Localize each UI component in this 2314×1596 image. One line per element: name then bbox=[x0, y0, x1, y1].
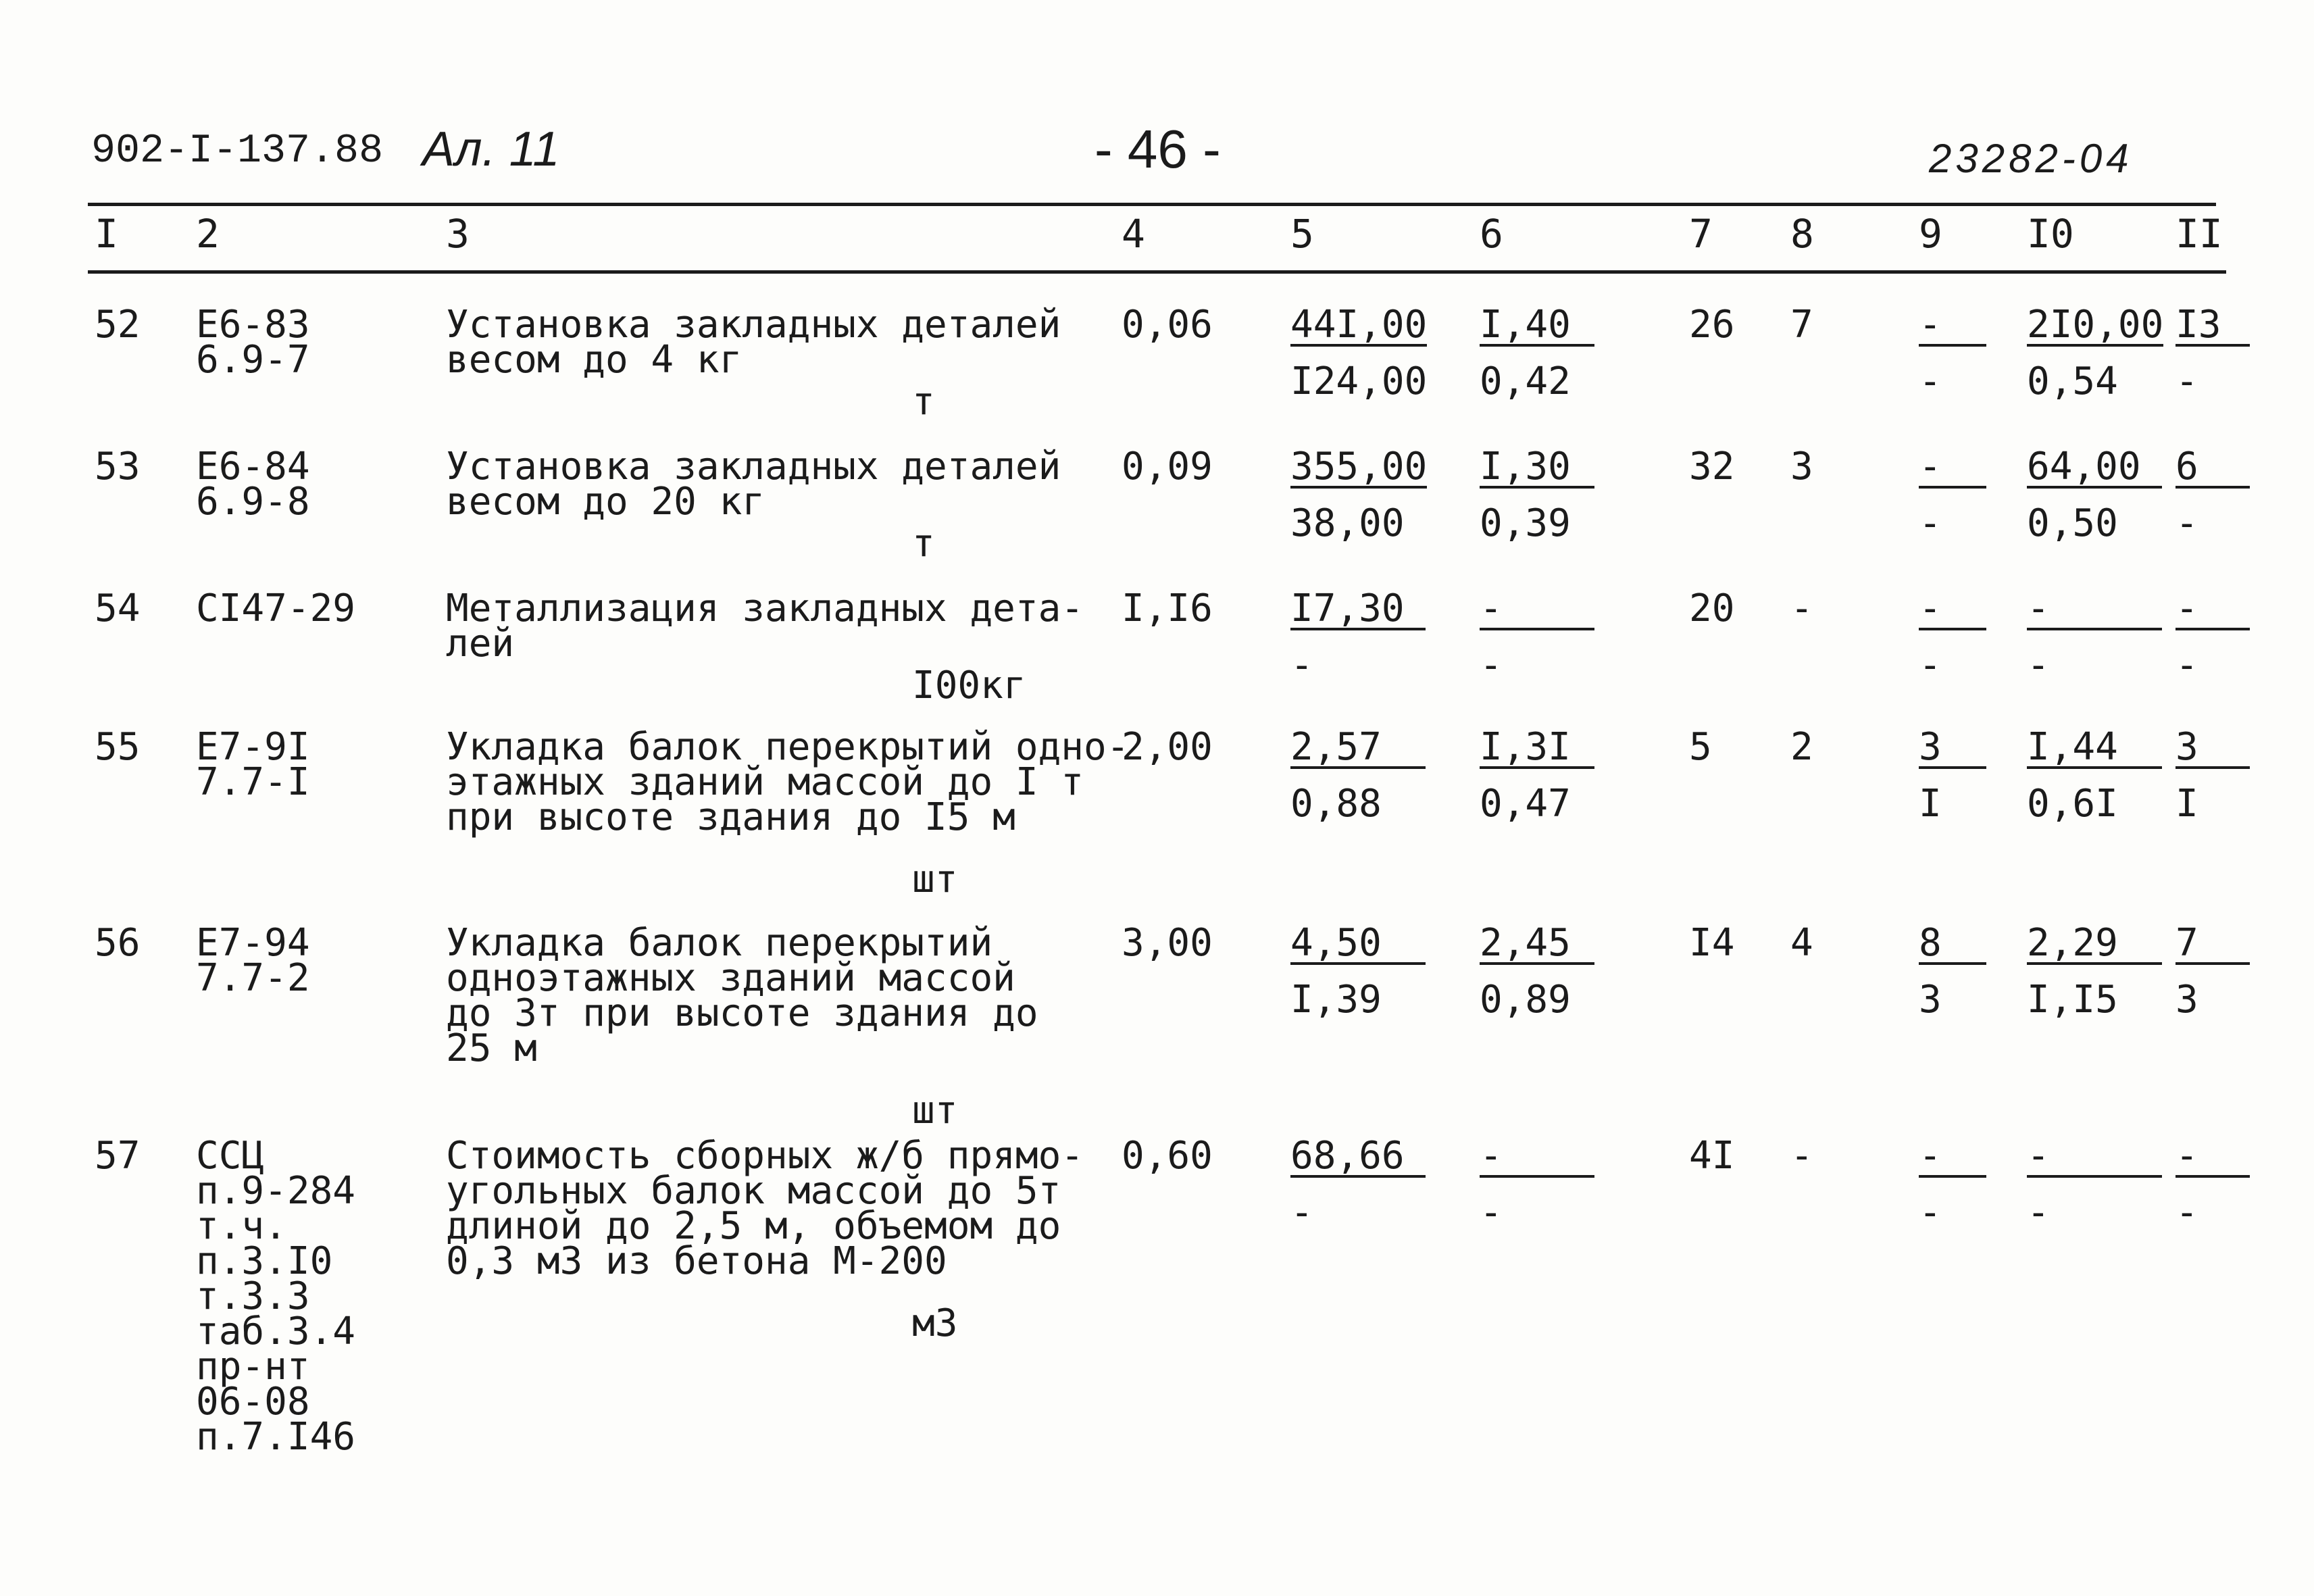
work-description-line: Установка закладных деталей bbox=[446, 445, 1061, 489]
work-description-line: Стоимость сборных ж/б прямо- bbox=[446, 1134, 1084, 1178]
column-8-value: - bbox=[1790, 1134, 1813, 1178]
rate-code bbox=[196, 1134, 356, 1459]
fraction-numerator: 4,50 bbox=[1290, 926, 1426, 965]
fraction-numerator: 8 bbox=[1919, 926, 1986, 965]
fraction-cell-c9 bbox=[1919, 1134, 1986, 1235]
fraction-cell-c6 bbox=[1480, 921, 1594, 1022]
fraction-cell-c11 bbox=[2175, 921, 2250, 1022]
unit-of-measure: шт bbox=[912, 1089, 958, 1132]
quantity: 0,06 bbox=[1122, 303, 1213, 347]
fraction-cell-c11 bbox=[2175, 1134, 2250, 1235]
quantity: 3,00 bbox=[1122, 921, 1213, 965]
column-header-11: II bbox=[2175, 211, 2223, 257]
column-8-value: 3 bbox=[1790, 445, 1813, 489]
rate-code-line: п.7.I46 bbox=[196, 1415, 356, 1459]
work-description-line: Укладка балок перекрытий одно- bbox=[446, 725, 1130, 769]
fraction-numerator: - bbox=[2175, 1139, 2250, 1178]
fraction-denominator: 0,42 bbox=[1480, 359, 1571, 403]
fraction-cell-c5 bbox=[1290, 303, 1428, 403]
work-description-line: лей bbox=[446, 622, 515, 666]
rate-code-line: пр-нт bbox=[196, 1345, 310, 1389]
work-description-line: весом до 20 кг bbox=[446, 480, 765, 524]
fraction-numerator: 2,45 bbox=[1480, 926, 1594, 965]
work-description-line: при высоте здания до I5 м bbox=[446, 795, 1015, 839]
fraction-cell-c9 bbox=[1919, 587, 1986, 687]
rate-code-line: ССЦ bbox=[196, 1134, 265, 1178]
fraction-denominator: I bbox=[2175, 782, 2198, 826]
fraction-denominator: I,39 bbox=[1290, 978, 1382, 1022]
unit-of-measure: I00кг bbox=[912, 664, 1026, 707]
work-description-line: 0,3 м3 из бетона М-200 bbox=[446, 1239, 947, 1283]
fraction-cell-c6 bbox=[1480, 587, 1594, 687]
work-description bbox=[446, 1134, 1084, 1283]
fraction-cell-c10 bbox=[2027, 587, 2162, 687]
fraction-cell-c11 bbox=[2175, 445, 2250, 545]
quantity: I,I6 bbox=[1122, 587, 1213, 630]
work-description bbox=[446, 725, 1130, 839]
work-description bbox=[446, 445, 1061, 524]
fraction-cell-c10 bbox=[2027, 445, 2162, 545]
fraction-numerator: I,30 bbox=[1480, 449, 1594, 489]
row-number: 56 bbox=[95, 921, 141, 965]
inventory-number: 23282-04 bbox=[1929, 136, 2133, 181]
fraction-denominator: 0,54 bbox=[2027, 359, 2118, 403]
fraction-cell-c5 bbox=[1290, 921, 1426, 1022]
fraction-numerator: - bbox=[1919, 307, 1986, 347]
rate-code-line: 7.7-2 bbox=[196, 956, 310, 1000]
column-header-5: 5 bbox=[1290, 211, 1314, 257]
rate-code-line: Е6-83 bbox=[196, 303, 310, 347]
document-code: 902-I-137.88 bbox=[91, 128, 384, 174]
page-number: - 46 - bbox=[1095, 119, 1221, 179]
fraction-cell-c6 bbox=[1480, 445, 1594, 545]
fraction-numerator: 2,57 bbox=[1290, 730, 1426, 769]
work-description-line: до 3т при высоте здания до bbox=[446, 991, 1038, 1035]
fraction-numerator: I3 bbox=[2175, 307, 2250, 347]
fraction-numerator: - bbox=[1480, 1139, 1594, 1178]
work-description-line: этажных зданий массой до I т bbox=[446, 760, 1084, 804]
fraction-cell-c5 bbox=[1290, 445, 1428, 545]
fraction-denominator: 38,00 bbox=[1290, 501, 1405, 545]
fraction-cell-c11 bbox=[2175, 303, 2250, 403]
rate-code bbox=[196, 921, 310, 1000]
row-number: 57 bbox=[95, 1134, 141, 1178]
fraction-denominator: - bbox=[1480, 1191, 1503, 1235]
unit-of-measure: т bbox=[912, 522, 935, 566]
column-header-10: I0 bbox=[2027, 211, 2074, 257]
fraction-denominator: - bbox=[2175, 1191, 2198, 1235]
work-description-line: Металлизация закладных дета- bbox=[446, 587, 1084, 630]
fraction-cell-c11 bbox=[2175, 587, 2250, 687]
fraction-cell-c9 bbox=[1919, 725, 1986, 826]
fraction-numerator: I7,30 bbox=[1290, 591, 1426, 630]
header-top-rule bbox=[88, 203, 2216, 206]
quantity: 0,60 bbox=[1122, 1134, 1213, 1178]
rate-code-line: 6.9-8 bbox=[196, 480, 310, 524]
rate-code-line: 06-08 bbox=[196, 1380, 310, 1424]
rate-code-line: 7.7-I bbox=[196, 760, 310, 804]
sheet-label: Ал. 11 bbox=[422, 122, 560, 176]
unit-of-measure: шт bbox=[912, 857, 958, 901]
fraction-denominator: 0,88 bbox=[1290, 782, 1382, 826]
fraction-denominator: 0,50 bbox=[2027, 501, 2118, 545]
work-description-line: Установка закладных деталей bbox=[446, 303, 1061, 347]
quantity: 2,00 bbox=[1122, 725, 1213, 769]
fraction-numerator: 7 bbox=[2175, 926, 2250, 965]
fraction-denominator: - bbox=[1480, 643, 1503, 687]
fraction-denominator: I bbox=[1919, 782, 1942, 826]
rate-code bbox=[196, 445, 310, 524]
fraction-numerator: I,44 bbox=[2027, 730, 2162, 769]
column-8-value: 7 bbox=[1790, 303, 1813, 347]
work-description bbox=[446, 303, 1061, 382]
fraction-cell-c5 bbox=[1290, 587, 1426, 687]
fraction-denominator: - bbox=[2175, 359, 2198, 403]
fraction-cell-c9 bbox=[1919, 445, 1986, 545]
fraction-cell-c10 bbox=[2027, 303, 2164, 403]
fraction-denominator: 0,6I bbox=[2027, 782, 2118, 826]
fraction-cell-c11 bbox=[2175, 725, 2250, 826]
column-header-2: 2 bbox=[196, 211, 220, 257]
fraction-denominator: 0,89 bbox=[1480, 978, 1571, 1022]
fraction-denominator: - bbox=[2027, 1191, 2050, 1235]
rate-code bbox=[196, 587, 356, 630]
fraction-cell-c6 bbox=[1480, 303, 1594, 403]
column-header-4: 4 bbox=[1122, 211, 1145, 257]
unit-of-measure: т bbox=[912, 380, 935, 424]
fraction-numerator: 68,66 bbox=[1290, 1139, 1426, 1178]
fraction-denominator: - bbox=[2175, 643, 2198, 687]
fraction-numerator: 44I,00 bbox=[1290, 303, 1428, 347]
fraction-denominator: 0,47 bbox=[1480, 782, 1571, 826]
fraction-numerator: - bbox=[2027, 591, 2162, 630]
fraction-denominator: - bbox=[1919, 359, 1942, 403]
rate-code-line: т.ч. bbox=[196, 1204, 287, 1248]
fraction-denominator: - bbox=[1919, 501, 1942, 545]
fraction-numerator: 355,00 bbox=[1290, 445, 1428, 489]
column-header-3: 3 bbox=[446, 211, 470, 257]
column-7-value: 26 bbox=[1689, 303, 1735, 347]
column-header-9: 9 bbox=[1919, 211, 1942, 257]
rate-code-line: т.3.3 bbox=[196, 1274, 310, 1318]
fraction-numerator: 3 bbox=[1919, 730, 1986, 769]
work-description-line: угольных балок массой до 5т bbox=[446, 1169, 1061, 1213]
fraction-denominator: 3 bbox=[1919, 978, 1942, 1022]
work-description-line: длиной до 2,5 м, объемом до bbox=[446, 1204, 1061, 1248]
work-description bbox=[446, 921, 1038, 1070]
column-header-6: 6 bbox=[1480, 211, 1503, 257]
work-description-line: Укладка балок перекрытий bbox=[446, 921, 993, 965]
rate-code-line: п.9-284 bbox=[196, 1169, 356, 1213]
column-7-value: 5 bbox=[1689, 725, 1712, 769]
rate-code-line: Е7-9I bbox=[196, 725, 310, 769]
fraction-numerator: - bbox=[1480, 591, 1594, 630]
fraction-numerator: 64,00 bbox=[2027, 449, 2162, 489]
rate-code bbox=[196, 303, 310, 382]
rate-code-line: 6.9-7 bbox=[196, 338, 310, 382]
column-7-value: 20 bbox=[1689, 587, 1735, 630]
fraction-numerator: - bbox=[1919, 449, 1986, 489]
fraction-numerator: - bbox=[2027, 1139, 2162, 1178]
column-header-7: 7 bbox=[1689, 211, 1713, 257]
rate-code-line: Е7-94 bbox=[196, 921, 310, 965]
fraction-cell-c5 bbox=[1290, 1134, 1426, 1235]
fraction-numerator: - bbox=[2175, 591, 2250, 630]
unit-of-measure: м3 bbox=[912, 1301, 958, 1345]
fraction-numerator: 2,29 bbox=[2027, 926, 2162, 965]
fraction-numerator: 2I0,00 bbox=[2027, 303, 2164, 347]
work-description-line: одноэтажных зданий массой bbox=[446, 956, 1015, 1000]
column-7-value: 32 bbox=[1689, 445, 1735, 489]
column-header-1: I bbox=[95, 211, 118, 257]
fraction-denominator: I24,00 bbox=[1290, 359, 1428, 403]
rate-code-line: Е6-84 bbox=[196, 445, 310, 489]
work-description-line: весом до 4 кг bbox=[446, 338, 743, 382]
fraction-denominator: - bbox=[2027, 643, 2050, 687]
fraction-numerator: 3 bbox=[2175, 730, 2250, 769]
fraction-denominator: 0,39 bbox=[1480, 501, 1571, 545]
work-description bbox=[446, 587, 1084, 666]
row-number: 52 bbox=[95, 303, 141, 347]
fraction-numerator: I,40 bbox=[1480, 307, 1594, 347]
fraction-cell-c9 bbox=[1919, 303, 1986, 403]
fraction-denominator: - bbox=[1919, 1191, 1942, 1235]
work-description-line: 25 м bbox=[446, 1026, 537, 1070]
fraction-cell-c10 bbox=[2027, 921, 2162, 1022]
fraction-denominator: - bbox=[2175, 501, 2198, 545]
fraction-cell-c5 bbox=[1290, 725, 1426, 826]
column-7-value: 4I bbox=[1689, 1134, 1735, 1178]
rate-code-line: СI47-29 bbox=[196, 587, 356, 630]
fraction-numerator: - bbox=[1919, 1139, 1986, 1178]
rate-code-line: таб.3.4 bbox=[196, 1310, 356, 1353]
fraction-denominator: 3 bbox=[2175, 978, 2198, 1022]
fraction-numerator: - bbox=[1919, 591, 1986, 630]
fraction-numerator: I,3I bbox=[1480, 730, 1594, 769]
fraction-denominator: - bbox=[1290, 643, 1313, 687]
row-number: 55 bbox=[95, 725, 141, 769]
row-number: 53 bbox=[95, 445, 141, 489]
column-8-value: 2 bbox=[1790, 725, 1813, 769]
row-number: 54 bbox=[95, 587, 141, 630]
fraction-denominator: - bbox=[1290, 1191, 1313, 1235]
fraction-cell-c6 bbox=[1480, 725, 1594, 826]
column-header-8: 8 bbox=[1790, 211, 1814, 257]
rate-code-line: п.3.I0 bbox=[196, 1239, 333, 1283]
fraction-cell-c6 bbox=[1480, 1134, 1594, 1235]
fraction-numerator: 6 bbox=[2175, 449, 2250, 489]
fraction-cell-c10 bbox=[2027, 1134, 2162, 1235]
column-7-value: I4 bbox=[1689, 921, 1735, 965]
column-8-value: - bbox=[1790, 587, 1813, 630]
column-8-value: 4 bbox=[1790, 921, 1813, 965]
quantity: 0,09 bbox=[1122, 445, 1213, 489]
fraction-cell-c10 bbox=[2027, 725, 2162, 826]
rate-code bbox=[196, 725, 310, 804]
fraction-denominator: I,I5 bbox=[2027, 978, 2118, 1022]
fraction-denominator: - bbox=[1919, 643, 1942, 687]
fraction-cell-c9 bbox=[1919, 921, 1986, 1022]
header-bottom-rule bbox=[88, 270, 2226, 274]
